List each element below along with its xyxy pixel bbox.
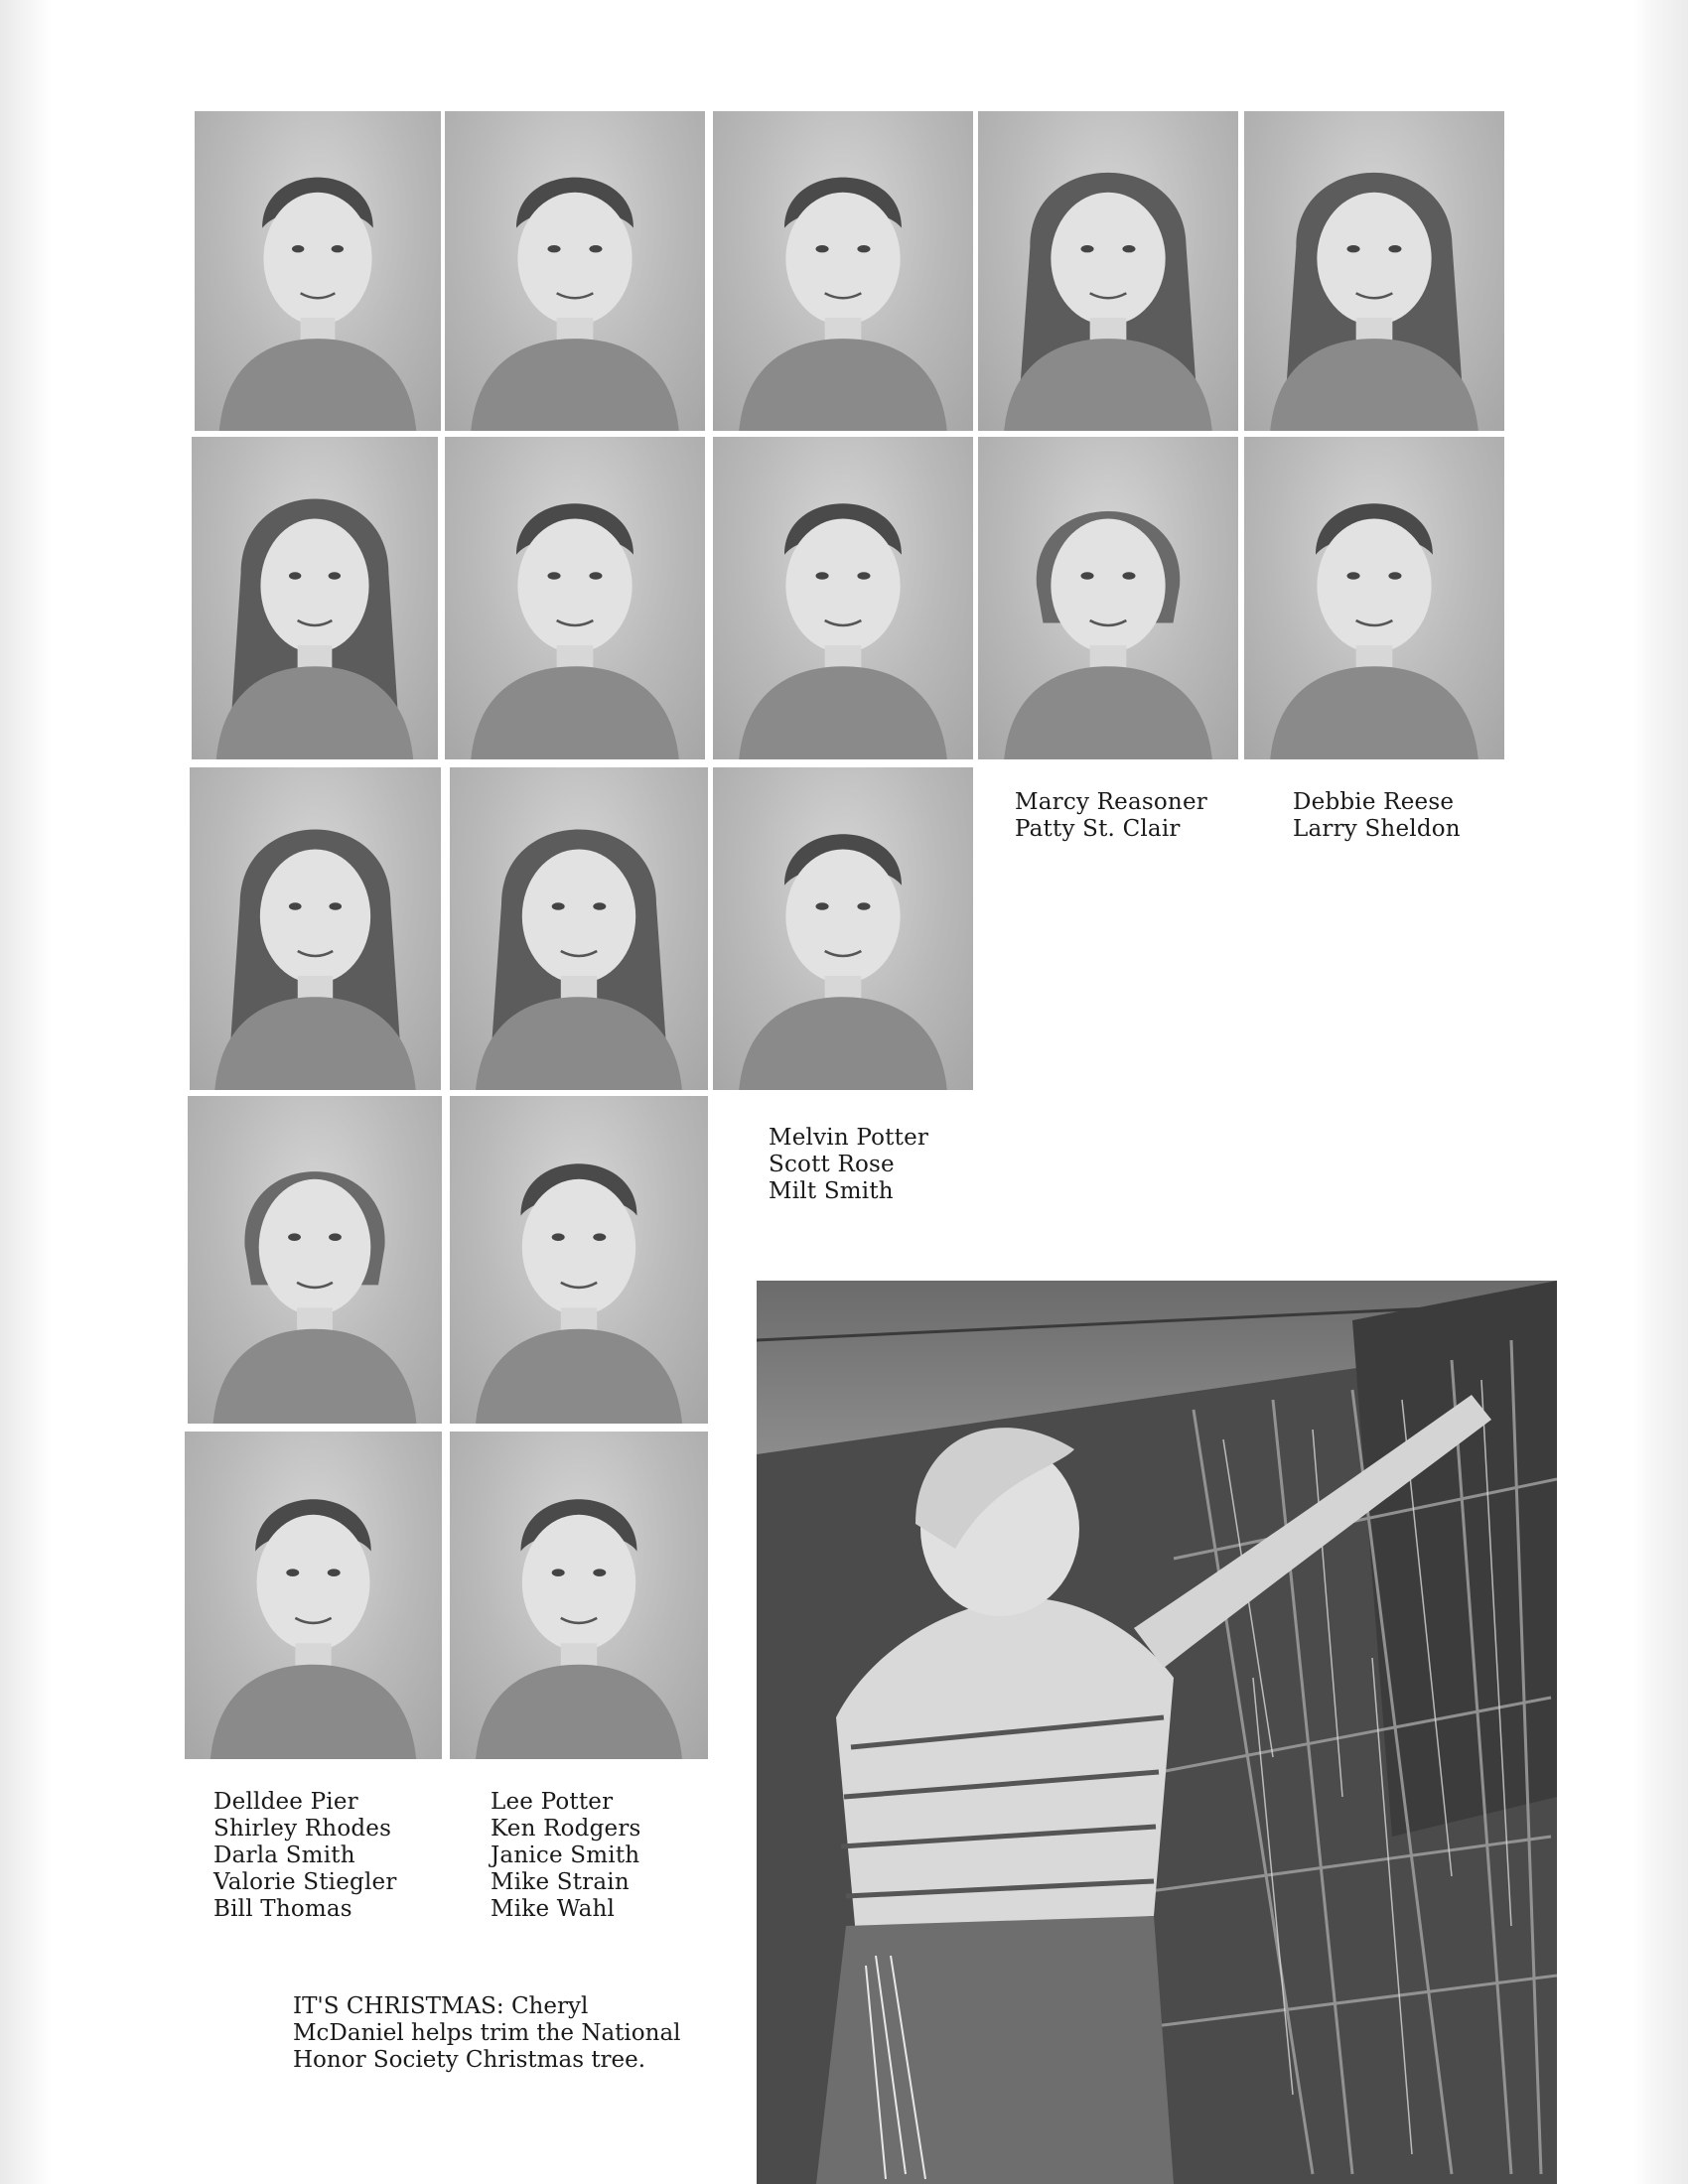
page-edge-left	[0, 0, 52, 2184]
student-portrait	[1244, 437, 1504, 759]
student-portrait	[192, 437, 438, 759]
portrait-illustration	[1244, 111, 1504, 431]
student-name: Milt Smith	[769, 1178, 894, 1204]
student-portrait	[445, 111, 705, 431]
portrait-illustration	[445, 437, 705, 759]
names-middle	[769, 1125, 928, 1205]
student-name: Mike Wahl	[491, 1896, 616, 1922]
student-portrait	[195, 111, 441, 431]
caption-line: McDaniel helps trim the National	[293, 2020, 681, 2046]
portrait-illustration	[1244, 437, 1504, 759]
student-name: Scott Rose	[769, 1152, 895, 1177]
names-right-pair-b	[1293, 789, 1461, 843]
christmas-tree-photo-illustration	[757, 1281, 1557, 2184]
student-name: Debbie Reese	[1293, 789, 1455, 815]
student-name: Valorie Stiegler	[213, 1869, 397, 1895]
student-name: Bill Thomas	[213, 1896, 352, 1922]
portrait-illustration	[713, 437, 973, 759]
portrait-illustration	[450, 1096, 708, 1424]
student-name: Darla Smith	[213, 1843, 355, 1868]
page-edge-right	[1634, 0, 1688, 2184]
student-name: Patty St. Clair	[1015, 816, 1181, 842]
student-portrait	[1244, 111, 1504, 431]
student-portrait	[445, 437, 705, 759]
student-portrait	[713, 111, 973, 431]
student-name: Delldee Pier	[213, 1789, 358, 1815]
student-portrait	[713, 437, 973, 759]
portrait-illustration	[195, 111, 441, 431]
student-name: Shirley Rhodes	[213, 1816, 392, 1842]
names-bottom-middle	[491, 1789, 641, 1923]
names-right-pair-a	[1015, 789, 1207, 843]
portrait-illustration	[450, 1432, 708, 1759]
student-portrait	[713, 767, 973, 1090]
portrait-illustration	[445, 111, 705, 431]
photo-caption	[293, 1993, 750, 2074]
student-portrait	[978, 111, 1238, 431]
student-name: Ken Rodgers	[491, 1816, 641, 1842]
student-portrait	[450, 1432, 708, 1759]
portrait-illustration	[188, 1096, 442, 1424]
student-portrait	[978, 437, 1238, 759]
student-name: Larry Sheldon	[1293, 816, 1461, 842]
portrait-illustration	[713, 767, 973, 1090]
portrait-illustration	[190, 767, 441, 1090]
student-portrait	[450, 1096, 708, 1424]
student-name: Melvin Potter	[769, 1125, 929, 1151]
portrait-illustration	[192, 437, 438, 759]
student-name: Mike Strain	[491, 1869, 630, 1895]
portrait-illustration	[978, 111, 1238, 431]
student-portrait	[185, 1432, 442, 1759]
names-bottom-left	[213, 1789, 397, 1923]
student-portrait	[450, 767, 708, 1090]
portrait-illustration	[713, 111, 973, 431]
student-portrait	[190, 767, 441, 1090]
portrait-illustration	[450, 767, 708, 1090]
student-name: Lee Potter	[491, 1789, 614, 1815]
portrait-illustration	[978, 437, 1238, 759]
student-portrait	[188, 1096, 442, 1424]
student-name: Marcy Reasoner	[1015, 789, 1207, 815]
caption-line: Honor Society Christmas tree.	[293, 2047, 646, 2073]
caption-line: IT'S CHRISTMAS: Cheryl	[293, 1993, 589, 2019]
portrait-illustration	[185, 1432, 442, 1759]
christmas-tree-photo	[757, 1281, 1557, 2184]
student-name: Janice Smith	[491, 1843, 640, 1868]
